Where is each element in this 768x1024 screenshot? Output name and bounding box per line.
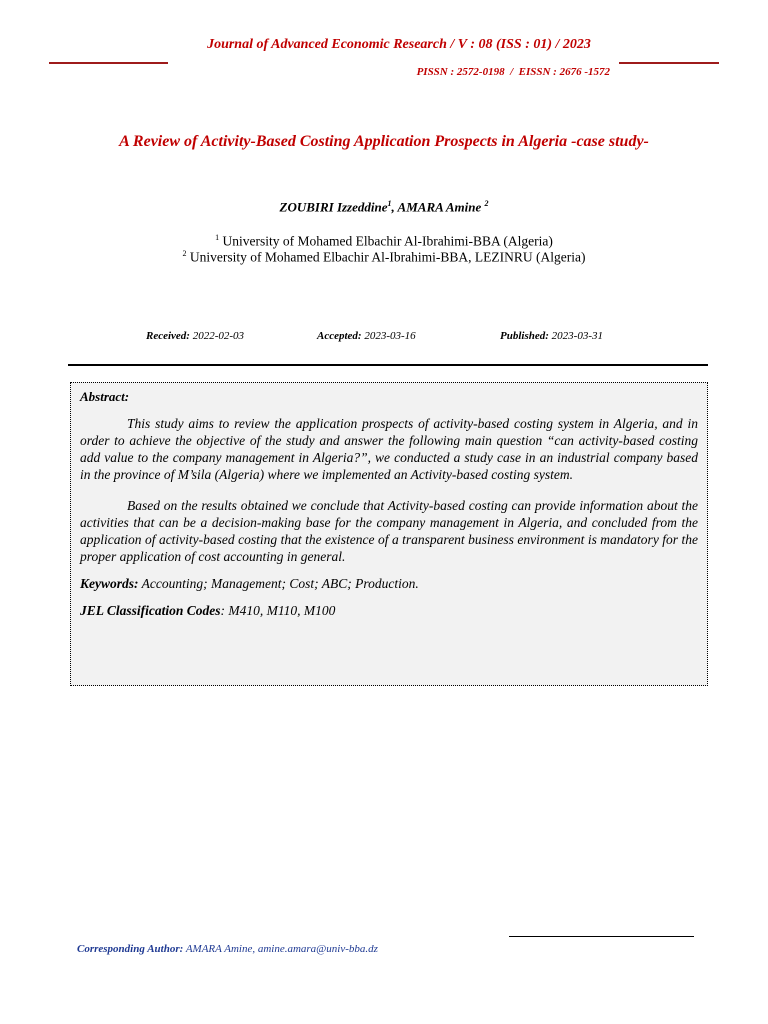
affiliation-2-text: University of Mohamed Elbachir Al-Ibrahimi-BBA, LEZINRU (Algeria): [186, 249, 586, 265]
published-value: 2023-03-31: [548, 330, 603, 342]
accepted-label: Accepted:: [317, 330, 362, 342]
author-separator: ,: [391, 199, 398, 215]
published-label: Published:: [500, 330, 549, 342]
affiliation-2: [0, 249, 768, 266]
accepted-date: [317, 330, 416, 342]
issn-line: PISSN : 2572-0198 / EISSN : 2676 -1572: [416, 66, 610, 78]
author-1: ZOUBIRI Izzeddine: [279, 199, 388, 215]
abstract-paragraph-1: This study aims to review the application prospects of activity-based costing system in Algeria, and in order to achieve the objective of the study and answer the following main question “can activity-based costing add value to the company management in Algeria?”, we conducted a study case in an industrial company based in the province of M’sila (Algeria) where we implemented an Activity-based costing system.: [80, 416, 698, 482]
header-rule-right: [619, 62, 719, 64]
author-2: AMARA Amine: [397, 199, 485, 215]
affiliation-1-mark: 1: [215, 233, 220, 242]
published-date: [500, 330, 603, 342]
header-rule-left: [49, 62, 168, 64]
jel-value: : M410, M110, M100: [220, 603, 336, 618]
jel-label: JEL Classification Codes: [80, 603, 221, 618]
received-label: Received:: [146, 330, 190, 342]
affiliation-2-mark: 2: [182, 249, 187, 258]
section-divider: [68, 364, 708, 366]
authors-line: [0, 199, 768, 215]
jel-codes-line: [80, 603, 698, 619]
author-2-affil-mark: 2: [484, 199, 489, 208]
abstract-box: [70, 382, 708, 686]
corresponding-author: [77, 943, 378, 955]
author-1-affil-mark: 1: [387, 199, 392, 208]
accepted-value: 2023-03-16: [361, 330, 416, 342]
paper-title: A Review of Activity-Based Costing Application Prospects in Algeria -case study-: [119, 133, 649, 150]
affiliation-1-text: University of Mohamed Elbachir Al-Ibrahimi-BBA (Algeria): [219, 233, 553, 249]
keywords-line: [80, 576, 698, 592]
footnote-rule: [509, 936, 694, 937]
abstract-paragraph-2: Based on the results obtained we conclude that Activity-based costing can provide information about the activities that can be a decision-making base for the company management in Algeria, and concluded from the application of activity-based costing that the existence of a transparent business environment is mandatory for the proper application of cost accounting in general.: [80, 498, 698, 564]
received-date: [146, 330, 244, 342]
journal-header: Journal of Advanced Economic Research / V : 08 (ISS : 01) / 2023: [207, 37, 591, 52]
corresponding-text: AMARA Amine, amine.amara@univ-bba.dz: [183, 943, 378, 955]
keywords-label: Keywords:: [80, 576, 139, 591]
corresponding-label: Corresponding Author:: [77, 943, 184, 955]
affiliation-1: [0, 233, 768, 250]
keywords-value: Accounting; Management; Cost; ABC; Production.: [138, 576, 419, 591]
received-value: 2022-02-03: [189, 330, 245, 342]
abstract-heading: Abstract:: [80, 389, 130, 404]
